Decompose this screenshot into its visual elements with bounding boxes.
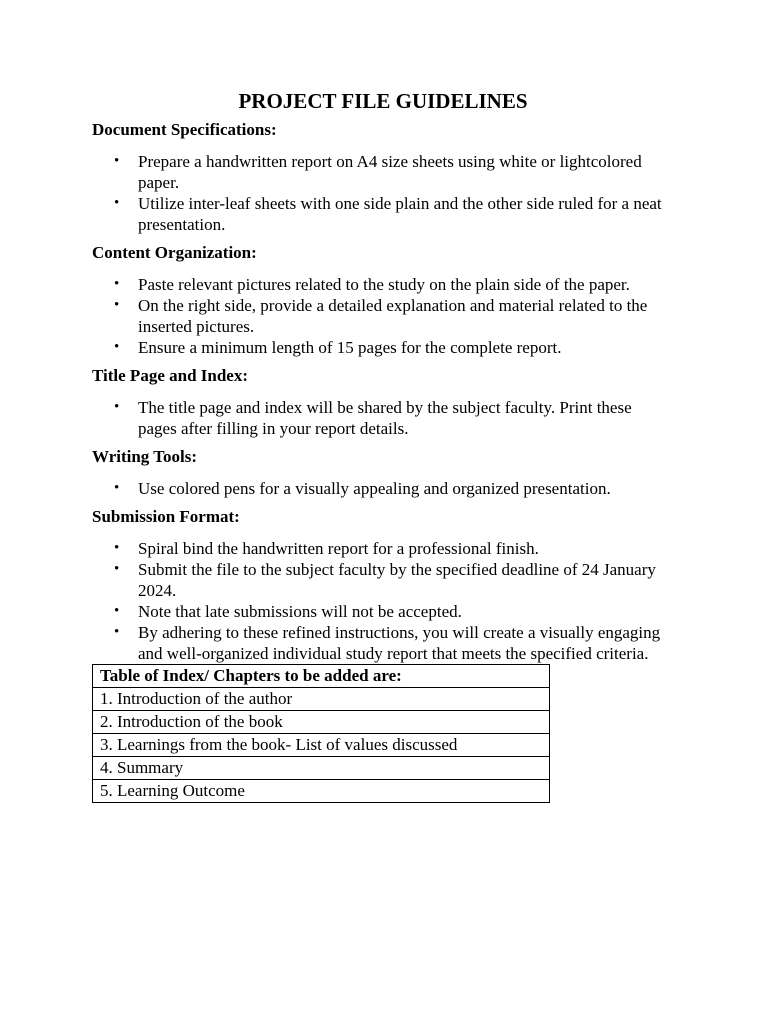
bullet-list: [92, 151, 672, 235]
table-row: [93, 780, 550, 803]
table-row: [93, 757, 550, 780]
bullet-icon: •: [114, 339, 120, 355]
list-item-text: Ensure a minimum length of 15 pages for the complete report.: [138, 338, 562, 357]
list-item: [92, 622, 672, 664]
section-heading: Title Page and Index:: [92, 366, 249, 385]
section-heading: Writing Tools:: [92, 447, 198, 466]
bullet-icon: •: [114, 276, 120, 292]
section-title-page-and-index: [92, 366, 672, 439]
table-row: [93, 711, 550, 734]
bullet-icon: •: [114, 399, 120, 415]
section-heading: Content Organization:: [92, 243, 257, 262]
list-item-text: Note that late submissions will not be accepted.: [138, 602, 462, 621]
list-item: [92, 193, 672, 235]
table-cell: 1. Introduction of the author: [93, 688, 550, 711]
list-item-text: Utilize inter-leaf sheets with one side plain and the other side ruled for a neat presentation.: [138, 194, 662, 234]
table-cell: 5. Learning Outcome: [93, 780, 550, 803]
list-item-text: Submit the file to the subject faculty by the specified deadline of 24 January 2024.: [138, 560, 656, 600]
bullet-icon: •: [114, 153, 120, 169]
bullet-icon: •: [114, 297, 120, 313]
section-document-specifications: [92, 120, 672, 235]
list-item-text: On the right side, provide a detailed explanation and material related to the inserted pictures.: [138, 296, 648, 336]
bullet-list: [92, 274, 672, 358]
section-heading: Document Specifications:: [92, 120, 277, 139]
list-item-text: By adhering to these refined instructions, you will create a visually engaging and well-organized individual study report that meets the specified criteria.: [138, 623, 661, 663]
bullet-icon: •: [114, 195, 120, 211]
list-item-text: Use colored pens for a visually appealing and organized presentation.: [138, 479, 611, 498]
list-item: [92, 274, 672, 295]
bullet-icon: •: [114, 624, 120, 640]
list-item: [92, 397, 672, 439]
table-cell: 2. Introduction of the book: [93, 711, 550, 734]
document-title: PROJECT FILE GUIDELINES: [238, 89, 528, 113]
section-heading: Submission Format:: [92, 507, 240, 526]
list-item: [92, 151, 672, 193]
list-item-text: Prepare a handwritten report on A4 size sheets using white or lightcolored paper.: [138, 152, 642, 192]
bullet-icon: •: [114, 603, 120, 619]
table-header-cell: Table of Index/ Chapters to be added are:: [93, 665, 550, 688]
table-cell: 3. Learnings from the book- List of values discussed: [93, 734, 550, 757]
list-item-text: Spiral bind the handwritten report for a professional finish.: [138, 539, 539, 558]
index-table: [92, 664, 550, 803]
list-item: [92, 559, 672, 601]
table-row: [93, 734, 550, 757]
bullet-icon: •: [114, 480, 120, 496]
document-page: [92, 88, 672, 803]
bullet-icon: •: [114, 540, 120, 556]
bullet-list: [92, 538, 672, 664]
section-submission-format: [92, 507, 672, 664]
list-item-text: The title page and index will be shared by the subject faculty. Print these pages after filling in your report details.: [138, 398, 632, 438]
list-item: [92, 538, 672, 559]
table-row: [93, 688, 550, 711]
table-header-row: [93, 665, 550, 688]
list-item: [92, 295, 672, 337]
list-item-text: Paste relevant pictures related to the study on the plain side of the paper.: [138, 275, 630, 294]
list-item: [92, 601, 672, 622]
list-item: [92, 337, 672, 358]
bullet-list: [92, 397, 672, 439]
bullet-list: [92, 478, 672, 499]
bullet-icon: •: [114, 561, 120, 577]
table-cell: 4. Summary: [93, 757, 550, 780]
section-content-organization: [92, 243, 672, 358]
section-writing-tools: [92, 447, 672, 499]
list-item: [92, 478, 672, 499]
